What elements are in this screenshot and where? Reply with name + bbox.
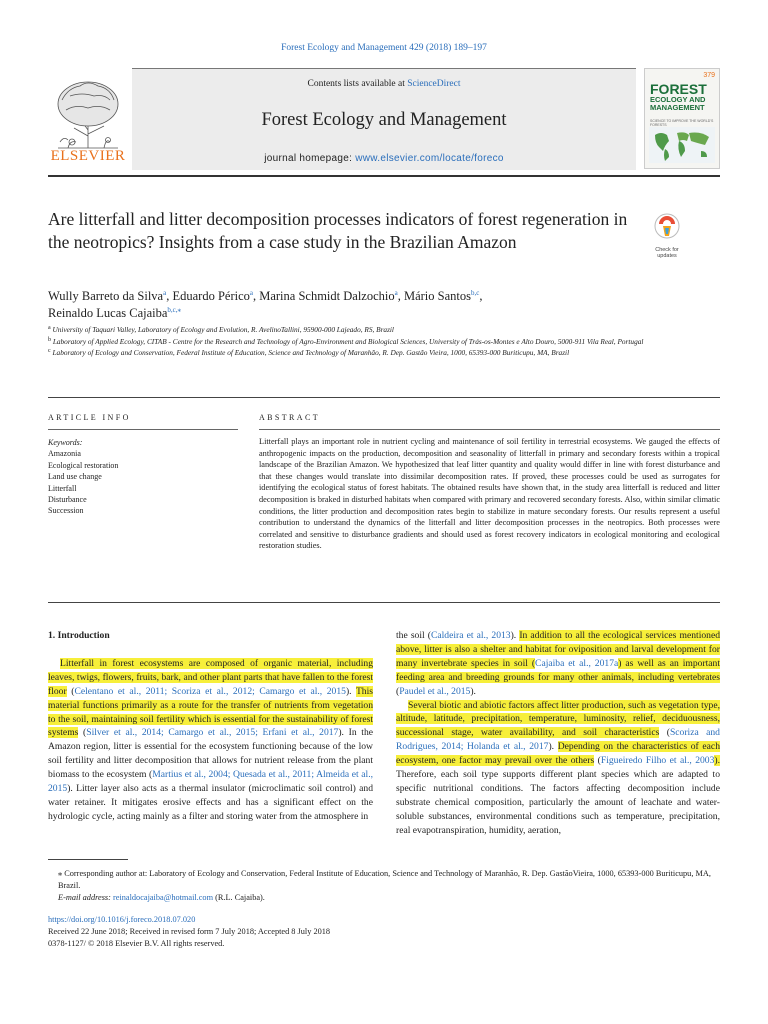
highlighted-text: This material functions primarily as a route for the transfer of nutrients from vegetation to the soil, maintaining soil fertility which is essential for the sustainability of forest systems	[48, 685, 373, 739]
author-affiliation-mark[interactable]: b,c	[471, 289, 480, 297]
author-name: Reinaldo Lucas Cajaiba	[48, 306, 168, 320]
journal-citation[interactable]: Forest Ecology and Management 429 (2018) 189–197	[281, 43, 487, 53]
highlighted-text: ).	[714, 755, 720, 767]
cover-volume: 379	[703, 72, 715, 79]
author-separator: ,	[479, 289, 483, 303]
body-paragraph	[48, 657, 373, 824]
banner-divider	[48, 175, 720, 177]
body-text: ).	[548, 741, 558, 753]
keywords-label: Keywords:	[48, 438, 83, 447]
affiliation-label: b	[48, 336, 51, 343]
highlighted-text: Several biotic and abiotic factors affect litter production, such as vegetation type, altitude, latitude, precipitation, temperature, luminosity, relief, deciduousness, successional stage, water availability, and soil characteristics	[396, 699, 720, 739]
journal-homepage-line	[132, 153, 636, 164]
journal-homepage-link[interactable]: www.elsevier.com/locate/foreco	[355, 153, 504, 164]
body-text: (	[594, 755, 601, 767]
citation-link[interactable]: Cajaiba et al., 2017a	[535, 657, 619, 669]
highlighted-text: Depending on the characteristics of each ecosystem, one factor may prevail over the others	[396, 741, 720, 767]
author-separator: ,	[252, 289, 260, 303]
abstract-divider	[259, 429, 720, 430]
body-text: ).	[345, 685, 356, 697]
highlighted-text: as well as an important feeding area and breeding grounds for many other animals, including vertebrates	[396, 657, 721, 683]
keyword: Land use change	[48, 472, 102, 482]
author-affiliation-mark[interactable]: a	[394, 289, 398, 297]
body-column-right	[396, 629, 720, 838]
body-paragraph	[396, 629, 720, 699]
cover-subtitle: SCIENCE TO IMPROVE THE WORLD'S FORESTS	[650, 119, 714, 127]
author-affiliation-mark[interactable]: b,c,⁎	[167, 306, 182, 314]
author-list	[48, 288, 708, 322]
highlighted-text: Litterfall in forest ecosystems are composed of organic material, including leaves, twigs, flowers, fruits, bark, and other plant parts that have fallen to the forest floor	[48, 657, 373, 697]
citation-link[interactable]: Martius et al., 2004; Quesada et al., 2011; Almeida et al., 2015	[48, 769, 373, 795]
journal-banner	[48, 68, 720, 171]
author-name: Marina Schmidt Dalzochio	[259, 289, 395, 303]
body-paragraph	[396, 699, 720, 838]
body-text: ). In the Amazon region, litter is essential for the ecosystem functioning because of the low soil fertility and litter decomposition that allows for nutrient release from the plant biomass to the ecosystem (	[48, 727, 374, 781]
citation-link[interactable]: Figueiredo Filho et al., 2003	[600, 755, 715, 767]
cover-title	[650, 82, 707, 111]
publication-details	[48, 914, 720, 950]
world-map-icon	[649, 127, 715, 163]
author[interactable]	[404, 289, 483, 303]
sciencedirect-link[interactable]: ScienceDirect	[407, 79, 461, 89]
crossmark-line-1: Check for	[655, 247, 679, 253]
affiliation-label: a	[48, 325, 51, 331]
affiliation	[48, 336, 720, 348]
citation-link[interactable]: Celentano et al., 2011; Scoriza et al., 2012; Camargo et al., 2015	[74, 685, 346, 697]
elsevier-wordmark: ELSEVIER	[50, 148, 126, 164]
citation-link[interactable]: Scoriza and Rodrigues, 2014; Holanda et al., 2017	[396, 727, 720, 753]
footnote-divider	[48, 859, 128, 860]
author[interactable]	[172, 289, 259, 303]
author-name: Mário Santos	[403, 289, 471, 303]
author[interactable]	[259, 289, 404, 303]
homepage-prefix: journal homepage:	[264, 153, 356, 164]
author-affiliation-mark[interactable]: a	[163, 289, 167, 297]
keywords-block	[48, 437, 238, 517]
body-text: Therefore, each soil type supports different plant species which are adapted to specific nutritional conditions. The factors affecting decomposition include substrate chemical composition, particularly the amount of leachate and water-soluble substances, environmental conditions such as temperature, precipitation, real evapotranspiration, humidity, aeration,	[396, 769, 720, 836]
author-affiliation-mark[interactable]: a	[249, 289, 253, 297]
body-column-left	[48, 629, 373, 824]
crossmark-label	[645, 247, 689, 259]
affiliation	[48, 324, 720, 336]
citation-link[interactable]: Silver et al., 2014; Camargo et al., 2015; Erfani et al., 2017	[86, 727, 339, 739]
highlighted-text: (	[527, 657, 536, 669]
affiliation-label: c	[48, 348, 51, 354]
contents-lists-line	[132, 79, 636, 89]
highlighted-text: )	[618, 657, 626, 669]
footnote-mark: ⁎	[58, 869, 63, 878]
body-text: ).	[510, 630, 520, 641]
article-info-divider	[48, 429, 238, 430]
contents-prefix: Contents lists available at	[307, 79, 408, 89]
affiliation-list	[48, 324, 720, 359]
journal-title: Forest Ecology and Management	[261, 110, 507, 130]
author-name: Eduardo Périco	[172, 289, 250, 303]
keyword: Ecological restoration	[48, 460, 119, 470]
keyword: Amazonia	[48, 449, 81, 459]
body-text: (	[659, 727, 670, 739]
abstract-heading: ABSTRACT	[259, 413, 320, 422]
affiliation-text: Laboratory of Applied Ecology, CITAB - Centre for the Research and Technology of Agro-Environment and Biological Sciences, University of Trás-os-Montes e Alto Douro, 5000-911 Vila Real, Portugal	[52, 336, 644, 346]
body-text: (	[66, 685, 75, 697]
check-for-updates-badge[interactable]	[645, 212, 689, 259]
section-divider	[48, 602, 720, 603]
cover-title-line-1: FOREST	[650, 81, 707, 97]
article-title: Are litterfall and litter decomposition processes indicators of forest regeneration in the neotropics? Insights from a case study in the Brazilian Amazon	[48, 209, 628, 252]
footnote	[48, 868, 720, 904]
author-name: Wully Barreto da Silva	[48, 289, 164, 303]
corresponding-text: Corresponding author at: Laboratory of Ecology and Conservation, Federal Institute of Education, Science and Technology of Maranhão, R. Dep. GastãoVieira, 1000, 65393-000 Buriticupu, MA, Brazil.	[58, 869, 711, 890]
corresponding-author-note	[48, 868, 720, 892]
keyword: Succession	[48, 506, 84, 516]
journal-cover-thumbnail[interactable]	[644, 68, 720, 169]
cover-title-line-2: ECOLOGY AND	[650, 95, 706, 104]
affiliation-text: Laboratory of Ecology and Conservation, Federal Institute of Education, Science and Technology of Maranhão, R. Dep. Gastão Vieira, 1000, 65393-000 Buriticupu, MA, Brazil	[52, 348, 570, 357]
author-separator: ,	[166, 289, 173, 303]
citation-link[interactable]: Caldeira et al., 2013	[430, 630, 511, 641]
body-text: the soil (	[396, 630, 431, 641]
article-info-heading: ARTICLE INFO	[48, 413, 131, 422]
keyword: Disturbance	[48, 495, 87, 505]
banner-center	[132, 68, 636, 170]
email-suffix: (R.L. Cajaiba).	[213, 893, 265, 902]
highlighted-text: In addition to all the ecological services mentioned above, litter is also a shelter and habitat for oviposition and larval development for many invertebrate species in soil	[396, 630, 721, 669]
author[interactable]	[48, 306, 181, 320]
body-text: (	[396, 685, 400, 697]
section-divider	[48, 397, 720, 398]
keyword: Litterfall	[48, 483, 77, 493]
body-text: (	[78, 727, 87, 739]
affiliation-text: University of Taquari Valley, Laboratory of Ecology and Evolution, R. AvelinoTallini, 95900-000 Lajeado, RS, Brazil	[52, 325, 394, 334]
copyright-line: 0378-1127/ © 2018 Elsevier B.V. All rights reserved.	[48, 939, 225, 948]
email-link[interactable]: reinaldocajaiba@hotmail.com	[113, 893, 214, 902]
citation-link[interactable]: Paudel et al., 2015	[399, 685, 471, 697]
doi-link[interactable]: https://doi.org/10.1016/j.foreco.2018.07.020	[48, 915, 196, 924]
abstract-text: Litterfall plays an important role in nutrient cycling and maintenance of soil fertility in terrestrial ecosystems. We gauged the effects of anthropogenic impacts on the production, decomposition and seasonality of litterfall in primary and secondary forests within a tropical landscape of the Brazilian Amazon. We hypothesized that leaf litter quantity and quality would differ in line with forest disturbance and that these changes would translate into dissimilar decomposition rates. If proved, these processes could be used as surrogates for identifying the ecological status of forest habitats. The obtained results have shown that, in the study area litterfall is reduced and litter decomposition is braked in disturbed habitats when compared with primary and recovered secondary forests. Also, within similar climatic conditions, the litter production and decomposition rates begin to stabilize in mature secondary forests. Our results represent a useful contribution to understand the dynamics of the litterfall and litter decomposition processes in the neotropics. Both processes were correlated and sensitive to disturbance gradients and should used as forest recovery indicators in ecological monitoring and ecological restoration studies.	[259, 437, 720, 551]
section-heading-introduction: 1. Introduction	[48, 630, 110, 641]
crossmark-line-2: updates	[657, 253, 677, 259]
body-text: ).	[470, 685, 476, 697]
affiliation	[48, 347, 720, 359]
author[interactable]	[48, 289, 172, 303]
received-dates: Received 22 June 2018; Received in revised form 7 July 2018; Accepted 8 July 2018	[48, 927, 331, 936]
email-line	[48, 892, 720, 904]
crossmark-icon	[645, 212, 689, 242]
cover-title-line-3: MANAGEMENT	[650, 102, 705, 112]
email-label: E-mail address:	[58, 893, 111, 902]
author-separator: ,	[397, 289, 404, 303]
body-text: ). Litter layer also acts as a thermal insulator (microclimatic soil control) and water retainer. It mitigates erosive effects and has a significant effect on the hydrologic cycle, acting mainly as a filter and storing water from the atmosphere in	[48, 783, 373, 822]
